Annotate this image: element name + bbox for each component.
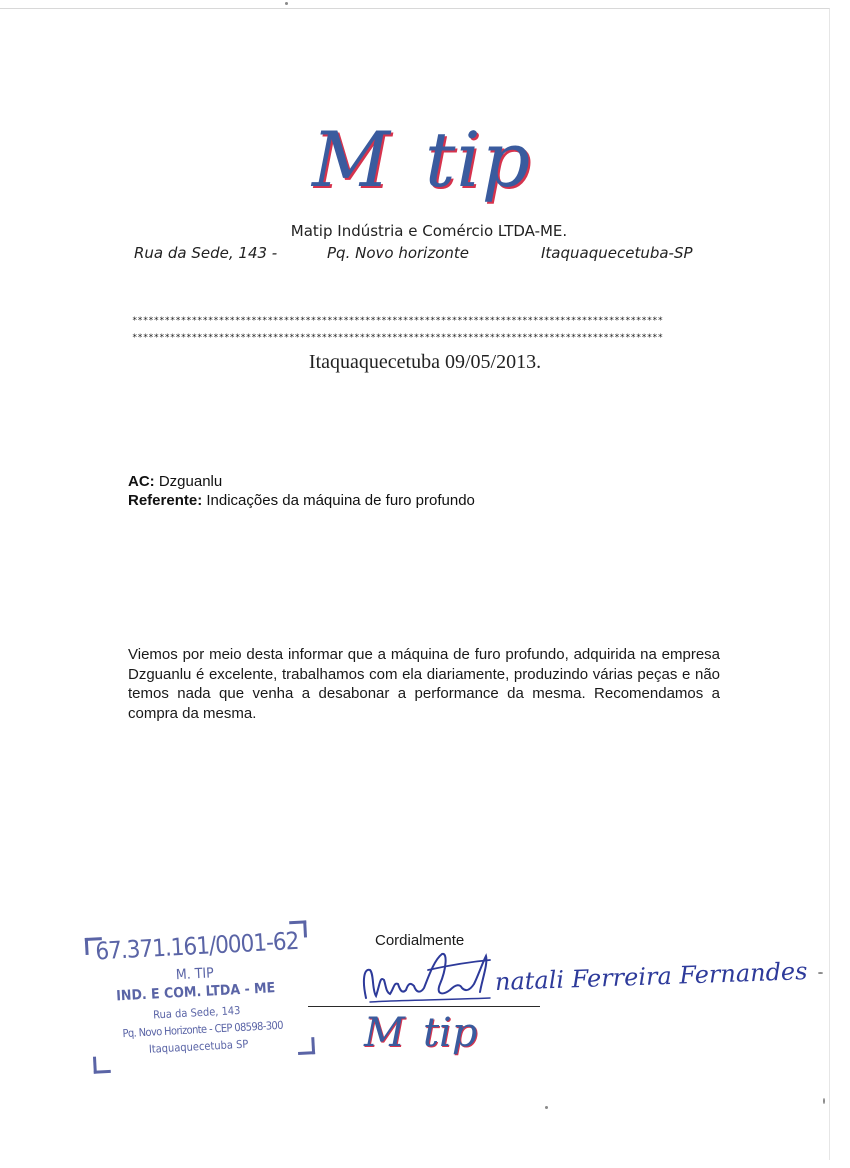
signature-logo-word-tip: tip <box>422 1010 478 1056</box>
separator-line-bottom: ************************************************************************************************** <box>132 333 664 343</box>
scan-speck <box>285 2 288 5</box>
logo-letter-m: M <box>312 115 391 204</box>
handwritten-signature <box>350 940 500 1010</box>
recipient-line <box>128 473 222 490</box>
stamp-company: M. TIP <box>175 965 215 984</box>
scan-speck <box>818 972 823 974</box>
address-district: Pq. Novo horizonte <box>327 244 470 262</box>
separator-line-top: ************************************************************************************************** <box>132 316 664 326</box>
stamp-cnpj: 67.371.161/0001-62 <box>94 926 299 966</box>
logo-word-tip: tip <box>424 115 532 204</box>
scan-speck <box>545 1106 548 1109</box>
signer-name-handwritten: natali Ferreira Fernandes <box>494 957 808 996</box>
company-logo <box>312 115 532 204</box>
signature-logo-letter-m: M <box>364 1010 405 1056</box>
address-street: Rua da Sede, 143 - <box>134 244 278 262</box>
company-name: Matip Indústria e Comércio LTDA-ME. <box>290 222 568 240</box>
subject-line <box>128 492 475 509</box>
subject-label: Referente: <box>128 492 203 509</box>
letter-date: Itaquaquecetuba 09/05/2013. <box>308 351 542 373</box>
company-stamp <box>82 916 320 1078</box>
signature-logo <box>364 1010 478 1056</box>
stamp-district: Pq. Novo Horizonte - CEP 08598-300 <box>122 1018 284 1041</box>
letter-body: Viemos por meio desta informar que a máquina de furo profundo, adquirida na empresa Dzguanlu é excelente, trabalhamos com ela diariamente, produzindo várias peças e não temos nada que venha a desabonar a performance da mesma. Recomendamos a compra da mesma. <box>128 646 720 722</box>
scan-speck <box>823 1098 825 1104</box>
signature-line <box>308 1006 540 1007</box>
stamp-street: Rua da Sede, 143 <box>152 1003 241 1022</box>
stamp-company-type: IND. E COM. LTDA - ME <box>115 980 276 1005</box>
closing-salutation: Cordialmente <box>375 932 465 949</box>
subject-value: Indicações da máquina de furo profundo <box>206 492 475 509</box>
recipient-label: AC: <box>128 473 155 490</box>
address-city: Itaquaquecetuba-SP <box>541 244 693 262</box>
recipient-value: Dzguanlu <box>158 473 223 490</box>
stamp-city: Itaquaquecetuba SP <box>148 1037 249 1056</box>
